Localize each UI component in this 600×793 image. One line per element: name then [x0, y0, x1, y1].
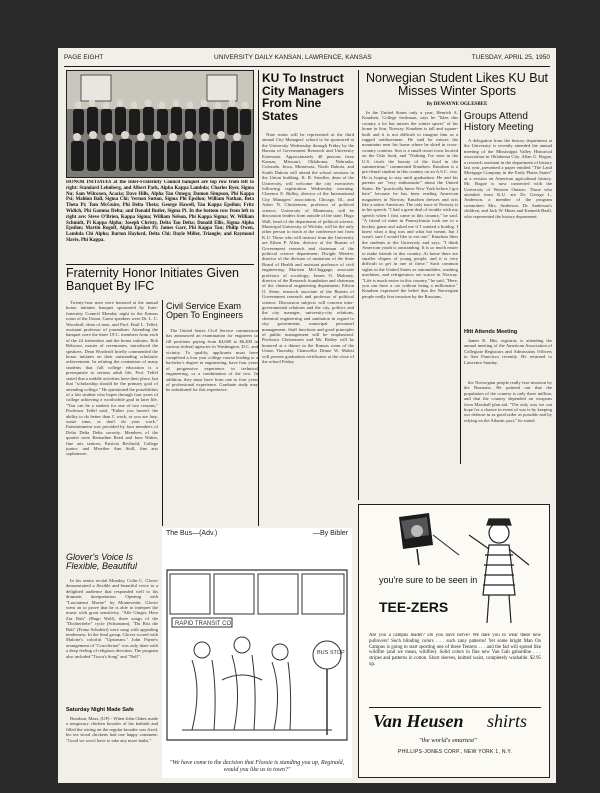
norway-story-text: In the United States only a year, Henrick A. Knudsen, College freshman, says he "likes this country a lot but misses the winter sports" of his home in Son, Norway. Knudsen is tall and square-built and it is not difficult to imagine him as a rugged outdoorsman. He said he misses the mountains near his home where he skied in cross-country contests. Son is a small resort town located on the Oslo fiord, and "Nothing I've seen in the U.S. rivals the beauty of the fiord in the summertime," commented Knudsen. Knudsen is a pre-dental student in this country on an A.S.C. visa. He is hoping to stay until graduation. He and his parents are "very enthusiastic" about the United States. He "practically knew New York before I got here" because he has been reading American magazines in Norway. Knudsen dresses and acts like a native American. The only trace of Norway is in his speech. "I had a great deal of trouble with my speech when I first came to this country," he said. "A friend of mine in Pennsylvania took me to a hockey game and asked me if I wanted a hotdog. I knew what a dog was and what hot meant, but I wasn't sure I would like to eat one." Knudsen likes the students at the University and says, "I think American youth is outstanding. It is so much easier to make friends in this country. At home there are smaller cliques of young people, and it is very difficult to get in one of these." Such common sights in the United States as automobiles, washing machines, and refrigerators are scarce in Norway. "Life is much easier in this country," he said. "Here, you can have a car without being a millionaire." Knudsen expressed the belief that the Norwegian people really fear invasion by the Russians.	[362, 110, 458, 299]
divider	[162, 300, 163, 526]
divider	[258, 70, 259, 526]
cartoon-artist: —By Bibler	[312, 530, 348, 537]
saturday-story-text: Bourbon, Mass. (UP) - When John Oakes made a temporary chicken brooder of his bathtub and filled the wiring on the regular brooder was fixed, his tea stood chickens had one happy comment: "Good we won't have to take any more baths."	[66, 716, 158, 743]
managers-story-text: Nine states will be represented at the third annual City Managers' school to be sponsored at the University Wednesday through Friday by the Bureau of Government Research and University Extension. Approximately 40 persons from Kansas, Missouri, Oklahoma, Nebraska, Colorado, Iowa, Minnesota, North Dakota, and South Dakota will attend the school sessions in the Union building. K. R. Stouffer, dean of the University, will welcome the city executives following registration Wednesday morning. Clarence E. Ridley, director of the International City Managers' association, Chicago, Ill., and Asher N. Christensen, professor of political science, University of Minnesota, will be discussion leaders from outside of the state. Hugo Wall, head of the department of political science, Municipal University of Wichita, will be the only other person to teach at the conference not from K.U. Those who will instruct from the University are Ethan P. Allen, director of the Bureau of Government research and chairman of the political science department; Dwight Metzler, director of the division of sanitation of the State Board of Health and assistant professor of civil engineering; Marston McCluggage, associate professor of sociology; James O. Maloney, director of the Research foundation and chairman of the chemical engineering department; Edwin O. Stene, research associate of the Bureau of Government research and professor of political science. Discussion subjects will concern inter-governmental relations and the city, politics and the city manager, university-city relations, chemical engineering and sanitation in regard to city government, municipal personnel management. Staff functions and good principles of public management will be emphasized. Professor Christensen and Mr. Ridley will be honored at a dinner in the Kansas room of the Union Thursday. Chancellor Deane W. Malott will present graduation certificates at the close of the school Friday.	[262, 132, 354, 365]
ad-copy	[369, 633, 541, 703]
honor-initiates-photo	[66, 70, 254, 178]
page-number: PAGE EIGHT	[64, 54, 104, 61]
photo-caption	[66, 180, 254, 262]
issue-date: TUESDAY, APRIL 25, 1950	[471, 54, 550, 61]
bus-cartoon	[162, 528, 352, 778]
ad-copy-text: Are you a campus leader? Do you have nerve? We dare you to wear these new pullovers! Such blinding colors . . . such zany patterns! Yet some bright Man On Campus is going to start sporting one of these Teezers . . . and the fad will spread like wildfire (and we mean, wildfire). Solid colors in fine new Van Gab gabardine . . . stripes and patterns in cotton. Short sleeves, knitted waist, completely washable. $2.95 up.	[369, 633, 541, 667]
ad-tagline: you're sure to be seen in	[379, 575, 478, 585]
cartoon-drawing	[162, 540, 352, 770]
newspaper-page	[58, 48, 556, 783]
norway-headline: Norwegian Student Likes KU But Misses Winter Sports	[365, 71, 549, 99]
norway-story	[362, 110, 458, 502]
glover-headline: Glover's Voice Is Flexible, Beautiful	[66, 552, 138, 572]
norway-continued-text: the Norwegian people really fear invasion by the Russians. He pointed out that the population of the country is only three million, and that the country depended on weapons from Marshall plan aid. "The only way we can hope for a chance in event of war is by keeping our defense in as good order as possible and by relying on the Atlantic pact," he stated.	[464, 380, 552, 423]
ifc-story	[66, 300, 158, 550]
glover-story-text: In his senior recital Monday, Colin C. Glover demonstrated a flexible and beautiful voice to a delighted audience that responded well to his dramatic interpretation. Opening with "Lasciatemi Morire" by Monteverde, Glover went on to prove that he is able to interpret the music with great sensitivity. "Alle Ginger, Herz Zur Ruh" (Hugo Wolf), three songs of the "Dichterliebe" cycle (Schumann), "Du Bist die Ruh" (Franz Schubert) were sung with appealing tenderness. In the final group, Glover scored with Malotte's colorful "Upstream." John Payne's arrangement of "Crucifixion" was only done with a deep feeling of religious devotion. The program also included "Tosca's Song" and "Nell".	[66, 578, 158, 659]
saturday-story	[66, 716, 158, 778]
ad-slogan: "the world's smartest"	[419, 737, 477, 744]
page-header	[64, 54, 550, 64]
ad-maker: PHILLIPS-JONES CORP., NEW YORK 1, N.Y.	[397, 749, 513, 755]
cartoon-caption: "We have come to the decision that Flossie is standing you up, Reginald, would you like us to town?"	[169, 760, 345, 773]
hitt-story	[464, 338, 552, 378]
ifc-headline: Fraternity Honor Initiates Given Banquet By IFC	[66, 266, 239, 294]
hitt-headline: Hitt Attends Meeting	[464, 329, 518, 335]
glover-story	[66, 578, 158, 706]
hitt-story-text: James K. Hitt, registrar, is attending the annual meeting of the American Association of Collegiate Registrars and Admissions Officers in San Francisco recently. He returned to Lawrence Sunday.	[464, 338, 552, 365]
photo-caption-lead: HONOR INITIATES at the Inter-Fraternity Council banquet are top row from left to right:	[66, 180, 254, 191]
managers-headline: KU To Instruct City Managers From Nine States	[262, 71, 345, 123]
photo-caption-text: Standard Lehnberg, and Albert Park, Alpha Kappa Lambda; Charles Ryer, Sigma Nu; Sam Wilcoxen, Acacia; Dave Hills, Alpha Tau Omega; Damon Simpson, Phi Kappa Psi; Mahlon Ball, Sigma Chi; Vernon Sutton, Sigma Phi Epsilon; William Nathan, Beta Theta Pi; Tom McGuire, Phi Delta Theta; George Hawell, Tau Kappa Epsilon; Fritz Widich, Phi Gamma Delta; and Donald Butler, Sigma Pi. In the bottom row from left to right are: Steve O'Brien, Kappa Sigma; William Nelson, Phi Kappa Sigma; W. William Schmidt, Pi Kappa Alpha; Joseph Christy, Delta Tau Delta; Donald Ellis, Sigma Alpha Epsilon; Martin Regoff, Alpha Epsilon Pi; James Garr, Phi Kappa Tau; Philip Owen, Lambda Chi Alpha; Barton Haylord, Delta Chi; Dayle Miller, Triangle; and Raymond Slavie, Phi Kappa.	[66, 185, 254, 243]
group-photo	[67, 71, 254, 178]
civil-story	[166, 328, 258, 524]
civil-headline: Civil Service Exam Open To Engineers	[166, 301, 243, 321]
bus-sign: RAPID TRANSIT CO	[175, 621, 232, 627]
divider	[358, 70, 359, 500]
van-heusen-ad	[358, 504, 550, 778]
ad-brand-tail: shirts	[487, 711, 528, 731]
managers-story	[262, 132, 354, 524]
saturday-headline: Saturday Night Made Safe	[66, 707, 134, 713]
cartoon-title: The Bus—(Adv.)	[166, 530, 218, 537]
ad-brand: Van Heusen	[373, 711, 464, 731]
groups-story	[464, 138, 552, 328]
ifc-story-text: Twenty-four men were honored at the annual honor initiates banquet sponsored by Inter-fraternity Council Monday night in the Kansas room of the Union. Guest speakers were Dr. L. C. Woodruff, dean of men, and Prof. Emil L. Telfel, assistant professor of journalism. Attending the banquet were the three I.F.C. members from each of the 24 fraternities and the honor initiates. Bob Belsoars, master of ceremonies, introduced the speakers. Dean Woodruff briefly commended the honor initiates on their outstanding scholastic achievement. In refuting the contention of many students that full college education is a prerequisite to serious adult life, Prof. Telfel stated that a middle activities have their place, but that "scholarship should be the primary goal of attending college." He questioned the possibilities of a fair student who hopes through four years of college achieving a worthwhile goal in later life. "You can be a student for one of two reasons," Professor Telfel said. "Either you haven't the ability to do better than C work, or you are lazy, waste time, or don't do your work." Entertainment was provided by four members of Delta Delta Delta sorority. Members of the quartet were Bernadine Reed and Ione Walter, fine arts seniors; Patricia Bechtold, College junior; and Merrilee Ann Stoll, fine arts sophomore.	[66, 300, 158, 457]
groups-headline: Groups Attend History Meeting	[464, 111, 534, 133]
paper-name: UNIVERSITY DAILY KANSAN, LAWRENCE, KANSAS	[214, 54, 372, 61]
groups-story-text: A delegation from the history department at the University is recently attended the annual meeting of the Mississippi Valley Historical association in Oklahoma City. Allan G. Bogue, a research assistant in the department of history last year, presented a paper entitled "The Land Mortgage Company in the Early Plains States" at a session on American agricultural history. Mr. Bogue is now connected with the University of Western Ontario. Those who attended from K.U. are Dr. George L. Anderson, a member of the program committee; Mrs. Anderson, Dr. Anderson's children, and Jack W. Hines and Kenneth Beall, who represented the history department.	[464, 138, 552, 219]
norway-continued	[464, 380, 552, 500]
divider	[66, 264, 254, 265]
ad-product: TEE-ZERS	[379, 599, 449, 615]
ad-rule	[369, 707, 541, 708]
civil-story-text: The United States Civil Service commission has announced an examination for engineers to fill positions paying from $4,600 to $6,400 in various federal agencies in Washington, D.C. and vicinity. To qualify, applicants must have completed a four year college course leading to a bachelor's degree in engineering, have four years of progressive experience in technical engineering, or a combination of the two. In addition, they must have from one to four years of professional experience. Graduate study may be substituted for this experience.	[166, 328, 258, 393]
header-rule	[64, 66, 550, 67]
divider	[460, 110, 461, 464]
norway-byline: By DEWAYNE OGLESBEE	[426, 102, 488, 107]
stop-sign: BUS STOP	[317, 650, 345, 656]
